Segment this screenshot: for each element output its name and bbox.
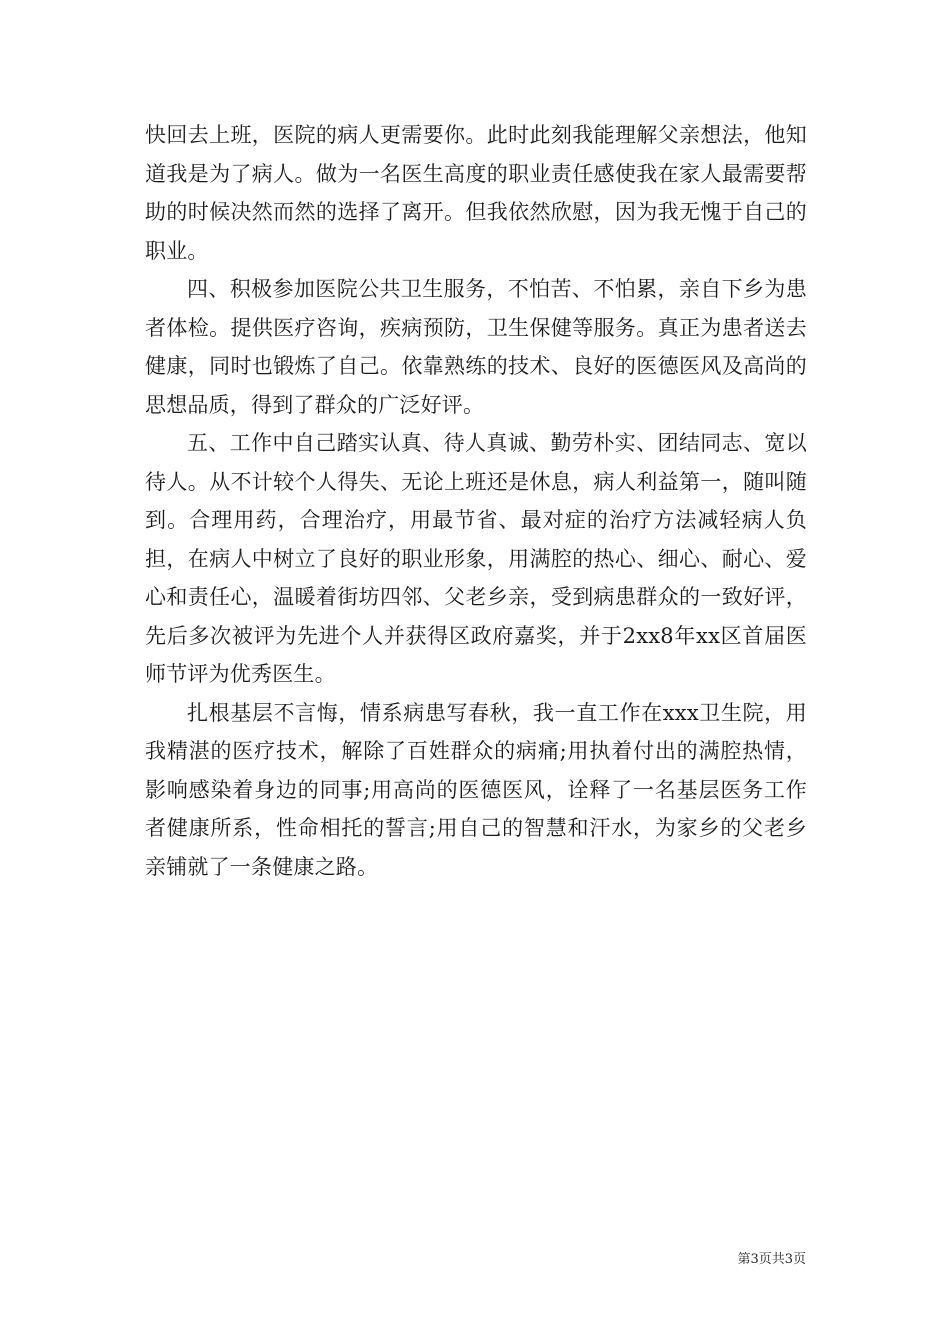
paragraph-1: 快回去上班，医院的病人更需要你。此时此刻我能理解父亲想法，他知道我是为了病人。做为一名医生高度的职业责任感使我在家人最需要帮助的时候决然而然的选择了离开。但我依然欣慰，因为我无愧于自己的职业。 xyxy=(145,123,807,263)
paragraph-4: 扎根基层不言悔，情系病患写春秋，我一直工作在xxx卫生院，用我精湛的医疗技术，解除了百姓群众的病痛;用执着付出的满腔热情，影响感染着身边的同事;用高尚的医德医风，诠释了一名基层医务工作者健康所系，性命相托的誓言;用自己的智慧和汗水，为家乡的父老乡亲铺就了一条健康之路。 xyxy=(145,700,807,879)
document-body xyxy=(145,116,807,886)
paragraph-3: 五、工作中自己踏实认真、待人真诚、勤劳朴实、团结同志、宽以待人。从不计较个人得失、无论上班还是休息，病人利益第一，随叫随到。合理用药，合理治疗，用最节省、最对症的治疗方法减轻病人负担，在病人中树立了良好的职业形象，用满腔的热心、细心、耐心、爱心和责任心，温暖着街坊四邻、父老乡亲，受到病患群众的一致好评，先后多次被评为先进个人并获得区政府嘉奖，并于2xx8年xx区首届医师节评为优秀医生。 xyxy=(145,431,807,686)
paragraph-2: 四、积极参加医院公共卫生服务，不怕苦、不怕累，亲自下乡为患者体检。提供医疗咨询，疾病预防，卫生保健等服务。真正为患者送去健康，同时也锻炼了自己。依靠熟练的技术、良好的医德医风及高尚的思想品质，得到了群众的广泛好评。 xyxy=(145,277,807,417)
page-number-footer: 第3页共3页 xyxy=(737,1252,806,1267)
